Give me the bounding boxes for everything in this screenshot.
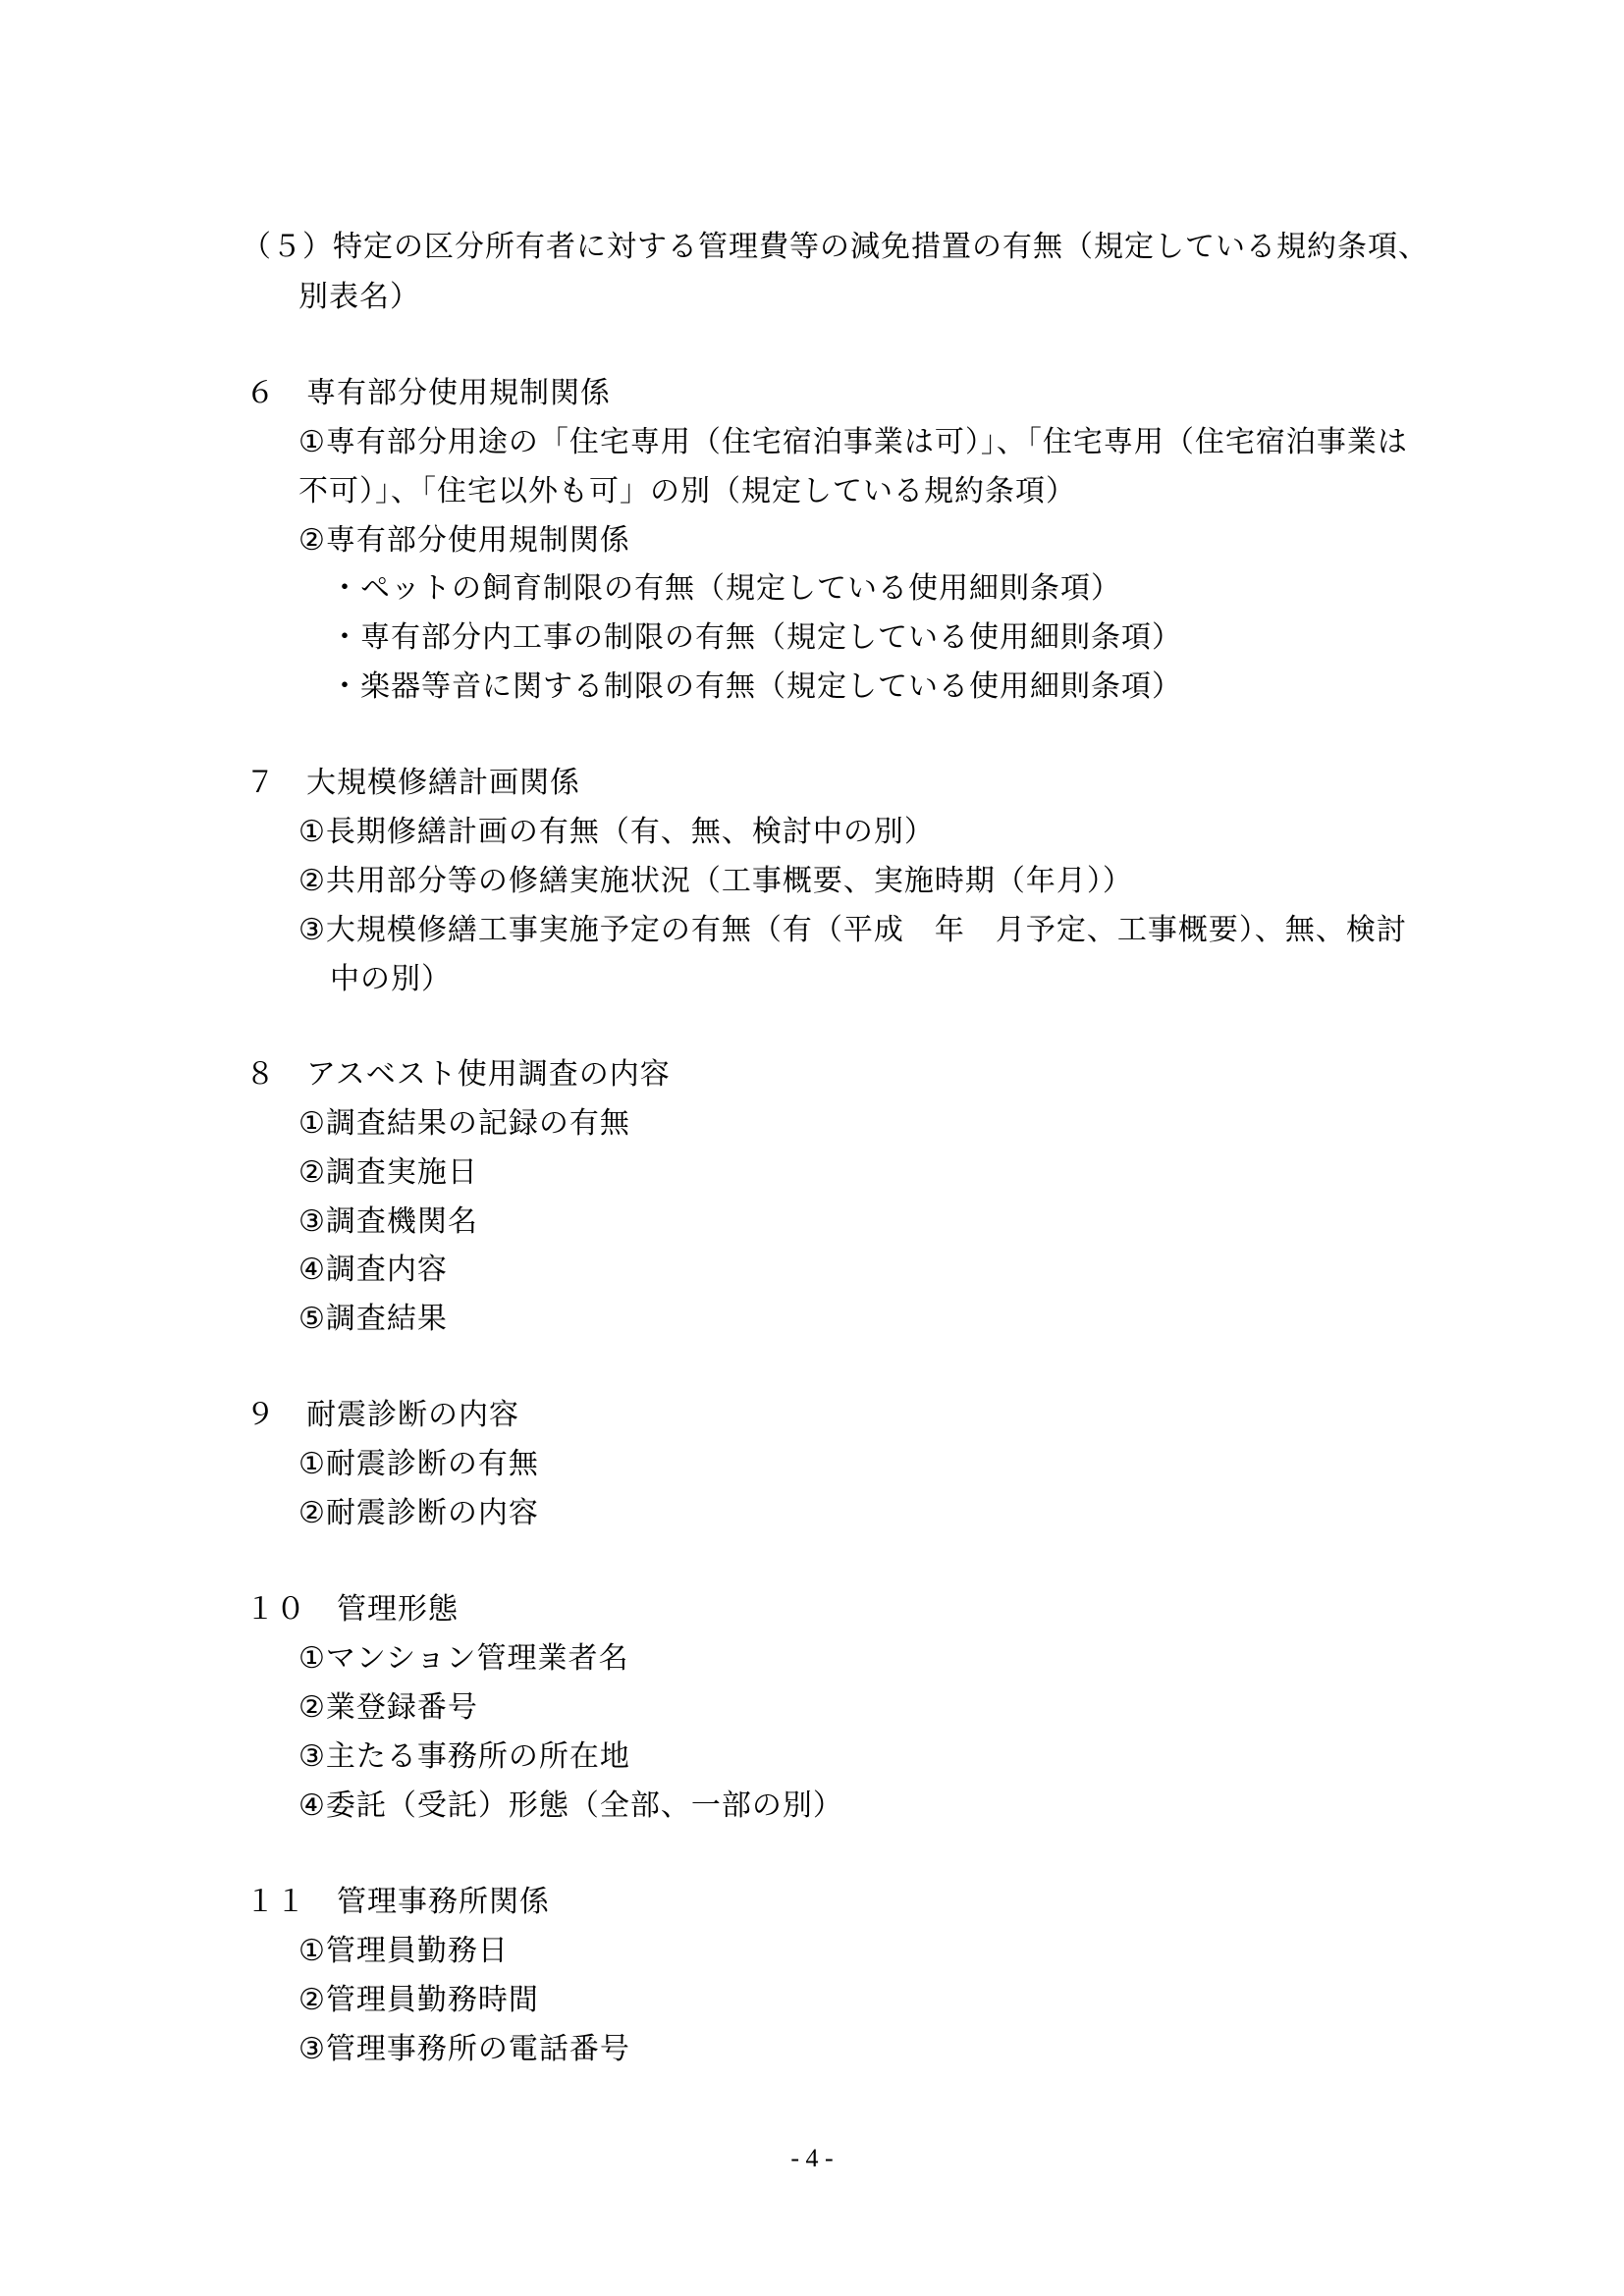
section-7-item-3-line1: ③大規模修繕工事実施予定の有無（有（平成 年 月予定、工事概要）、無、検討 (298, 913, 1407, 947)
section-11-heading: １１ 管理事務所関係 (245, 1885, 550, 1919)
page-number: - 4 - (790, 2144, 834, 2172)
section-9-item-2: ②耐震診断の内容 (298, 1496, 539, 1530)
section-6-bullet-1: ・ペットの飼育制限の有無（規定している使用細則条項） (330, 571, 1121, 606)
section-11-item-3: ③管理事務所の電話番号 (298, 2032, 630, 2066)
section-7-heading: ７ 大規模修繕計画関係 (245, 766, 580, 800)
section-8-heading: ８ アスベスト使用調査の内容 (245, 1057, 671, 1092)
section-10-item-1: ①マンション管理業者名 (298, 1641, 629, 1676)
section-6-bullet-3: ・楽器等音に関する制限の有無（規定している使用細則条項） (330, 669, 1182, 704)
section-7-item-2: ②共用部分等の修繕実施状況（工事概要、実施時期（年月）） (298, 864, 1133, 898)
section-6-item-1-line1: ①専有部分用途の「住宅専用（住宅宿泊事業は可）」、「住宅専用（住宅宿泊事業は (298, 425, 1408, 459)
section-8-item-1: ①調査結果の記録の有無 (298, 1106, 630, 1141)
section-9-heading: ９ 耐震診断の内容 (245, 1398, 519, 1432)
section-10-item-4: ④委託（受託）形態（全部、一部の別） (298, 1789, 843, 1823)
section-6-item-1-line2: 不可）」、「住宅以外も可」の別（規定している規約条項） (298, 474, 1076, 508)
section-10-item-2: ②業登録番号 (298, 1690, 478, 1725)
section-5-5-line2: 別表名） (298, 280, 420, 314)
section-8-item-5: ⑤調査結果 (298, 1302, 448, 1336)
section-11-item-2: ②管理員勤務時間 (298, 1983, 539, 2017)
section-6-item-2: ②専有部分使用規制関係 (298, 523, 630, 558)
section-8-item-3: ③調査機関名 (298, 1204, 478, 1239)
section-7-item-1: ①長期修繕計画の有無（有、無、検討中の別） (298, 815, 935, 849)
section-8-item-2: ②調査実施日 (298, 1155, 478, 1190)
section-5-5-line1: （５）特定の区分所有者に対する管理費等の減免措置の有無（規定している規約条項、 (242, 230, 1429, 264)
section-10-item-3: ③主たる事務所の所在地 (298, 1739, 630, 1774)
section-10-heading: １０ 管理形態 (245, 1592, 459, 1627)
section-9-item-1: ①耐震診断の有無 (298, 1447, 539, 1481)
section-6-bullet-2: ・専有部分内工事の制限の有無（規定している使用細則条項） (330, 620, 1182, 655)
section-8-item-4: ④調査内容 (298, 1253, 448, 1287)
section-7-item-3-line2: 中の別） (330, 962, 452, 996)
section-11-item-1: ①管理員勤務日 (298, 1934, 509, 1968)
section-6-heading: ６ 専有部分使用規制関係 (245, 376, 611, 410)
